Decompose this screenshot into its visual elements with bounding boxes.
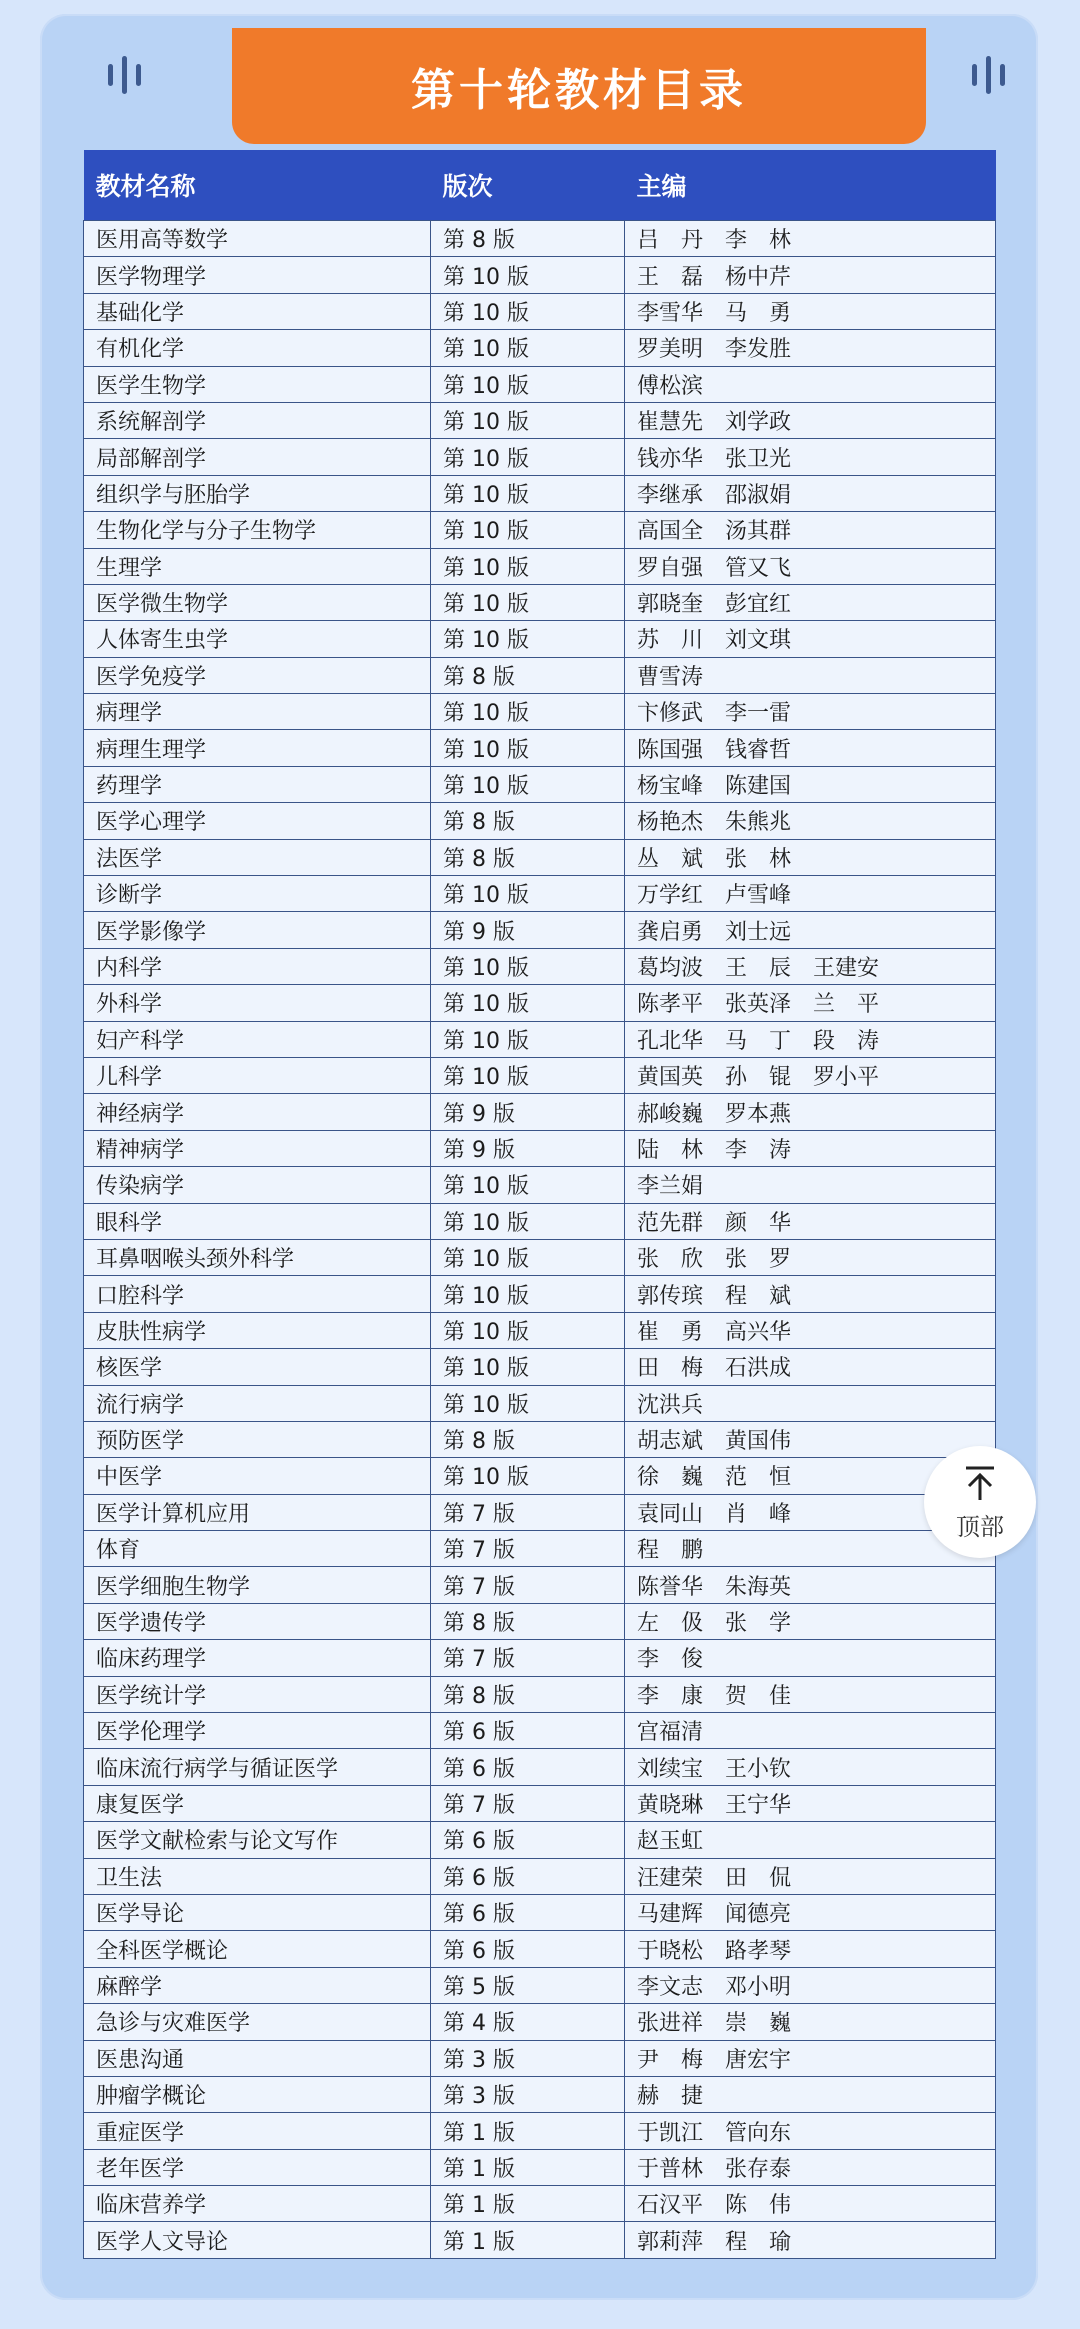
cell-chief-editor: 苏 川 刘文琪 [625, 621, 996, 657]
table-row [84, 1239, 996, 1275]
table-row [84, 1822, 996, 1858]
cell-edition: 第 7 版 [431, 1640, 625, 1676]
cell-chief-editor: 李 俊 [625, 1640, 996, 1676]
cell-edition: 第 7 版 [431, 1567, 625, 1603]
cell-edition: 第 10 版 [431, 985, 625, 1021]
cell-edition: 第 1 版 [431, 2186, 625, 2222]
cell-edition: 第 10 版 [431, 1349, 625, 1385]
table-row [84, 439, 996, 475]
cell-edition: 第 10 版 [431, 475, 625, 511]
cell-textbook-name: 有机化学 [84, 330, 431, 366]
cell-textbook-name: 中医学 [84, 1458, 431, 1494]
table-header-row [84, 150, 996, 221]
cell-textbook-name: 妇产科学 [84, 1021, 431, 1057]
table-row [84, 1531, 996, 1567]
table-row [84, 1349, 996, 1385]
cell-chief-editor: 万学红 卢雪峰 [625, 876, 996, 912]
cell-edition: 第 8 版 [431, 839, 625, 875]
cell-chief-editor: 崔 勇 高兴华 [625, 1312, 996, 1348]
cell-edition: 第 10 版 [431, 293, 625, 329]
cell-textbook-name: 病理生理学 [84, 730, 431, 766]
cell-chief-editor: 李雪华 马 勇 [625, 293, 996, 329]
cell-chief-editor: 程 鹏 [625, 1531, 996, 1567]
cell-textbook-name: 卫生法 [84, 1858, 431, 1894]
cell-edition: 第 9 版 [431, 1130, 625, 1166]
cell-chief-editor: 郭莉萍 程 瑜 [625, 2222, 996, 2258]
cell-edition: 第 10 版 [431, 1276, 625, 1312]
table-row [84, 257, 996, 293]
table-row [84, 475, 996, 511]
table-row [84, 1276, 996, 1312]
table-row [84, 876, 996, 912]
cell-chief-editor: 黄晓琳 王宁华 [625, 1785, 996, 1821]
cell-edition: 第 10 版 [431, 257, 625, 293]
cell-edition: 第 10 版 [431, 1239, 625, 1275]
table-row [84, 1094, 996, 1130]
cell-textbook-name: 医学统计学 [84, 1676, 431, 1712]
cell-chief-editor: 尹 梅 唐宏宇 [625, 2040, 996, 2076]
table-row [84, 1967, 996, 2003]
column-header-edition: 版次 [431, 150, 625, 221]
cell-textbook-name: 局部解剖学 [84, 439, 431, 475]
cell-textbook-name: 儿科学 [84, 1057, 431, 1093]
table-row [84, 1021, 996, 1057]
cell-textbook-name: 康复医学 [84, 1785, 431, 1821]
cell-edition: 第 8 版 [431, 657, 625, 693]
cell-chief-editor: 傅松滨 [625, 366, 996, 402]
table-row [84, 1640, 996, 1676]
cell-textbook-name: 外科学 [84, 985, 431, 1021]
cell-edition: 第 10 版 [431, 1458, 625, 1494]
cell-edition: 第 10 版 [431, 1021, 625, 1057]
cell-chief-editor: 罗美明 李发胜 [625, 330, 996, 366]
cell-chief-editor: 孔北华 马 丁 段 涛 [625, 1021, 996, 1057]
cell-edition: 第 10 版 [431, 730, 625, 766]
cell-chief-editor: 王 磊 杨中芹 [625, 257, 996, 293]
cell-edition: 第 7 版 [431, 1785, 625, 1821]
cell-textbook-name: 流行病学 [84, 1385, 431, 1421]
cell-chief-editor: 陆 林 李 涛 [625, 1130, 996, 1166]
cell-edition: 第 10 版 [431, 1057, 625, 1093]
cell-chief-editor: 汪建荣 田 侃 [625, 1858, 996, 1894]
cell-edition: 第 6 版 [431, 1894, 625, 1930]
cell-chief-editor: 赵玉虹 [625, 1822, 996, 1858]
table-row [84, 2040, 996, 2076]
cell-textbook-name: 临床药理学 [84, 1640, 431, 1676]
cell-textbook-name: 病理学 [84, 694, 431, 730]
table-row [84, 1057, 996, 1093]
cell-edition: 第 10 版 [431, 330, 625, 366]
table-row [84, 730, 996, 766]
textbook-table [83, 150, 995, 2259]
cell-textbook-name: 医学物理学 [84, 257, 431, 293]
cell-edition: 第 10 版 [431, 512, 625, 548]
cell-textbook-name: 医学伦理学 [84, 1713, 431, 1749]
cell-chief-editor: 郭晓奎 彭宜红 [625, 584, 996, 620]
table-row [84, 1713, 996, 1749]
cell-edition: 第 10 版 [431, 621, 625, 657]
cell-edition: 第 9 版 [431, 1094, 625, 1130]
cell-edition: 第 10 版 [431, 694, 625, 730]
cell-chief-editor: 李继承 邵淑娟 [625, 475, 996, 511]
cell-textbook-name: 诊断学 [84, 876, 431, 912]
cell-textbook-name: 肿瘤学概论 [84, 2076, 431, 2112]
cell-textbook-name: 口腔科学 [84, 1276, 431, 1312]
cell-textbook-name: 系统解剖学 [84, 402, 431, 438]
table-row [84, 694, 996, 730]
cell-chief-editor: 赫 捷 [625, 2076, 996, 2112]
cell-edition: 第 5 版 [431, 1967, 625, 2003]
cell-edition: 第 4 版 [431, 2004, 625, 2040]
table-row [84, 1167, 996, 1203]
cell-edition: 第 1 版 [431, 2113, 625, 2149]
cell-edition: 第 10 版 [431, 1167, 625, 1203]
table-row [84, 1312, 996, 1348]
cell-edition: 第 1 版 [431, 2222, 625, 2258]
table-row [84, 2186, 996, 2222]
cell-edition: 第 6 版 [431, 1931, 625, 1967]
cell-textbook-name: 生物化学与分子生物学 [84, 512, 431, 548]
cell-edition: 第 7 版 [431, 1494, 625, 1530]
cell-chief-editor: 左 伋 张 学 [625, 1603, 996, 1639]
cell-textbook-name: 医学文献检索与论文写作 [84, 1822, 431, 1858]
table-row [84, 330, 996, 366]
table-row [84, 657, 996, 693]
table-row [84, 293, 996, 329]
table-row [84, 1203, 996, 1239]
cell-chief-editor: 范先群 颜 华 [625, 1203, 996, 1239]
table-row [84, 1894, 996, 1930]
cell-chief-editor: 徐 巍 范 恒 [625, 1458, 996, 1494]
table-row [84, 766, 996, 802]
cell-edition: 第 10 版 [431, 766, 625, 802]
cell-edition: 第 7 版 [431, 1531, 625, 1567]
cell-textbook-name: 神经病学 [84, 1094, 431, 1130]
cell-chief-editor: 胡志斌 黄国伟 [625, 1421, 996, 1457]
table-row [84, 1567, 996, 1603]
cell-textbook-name: 临床营养学 [84, 2186, 431, 2222]
table-row [84, 1858, 996, 1894]
table-row [84, 2149, 996, 2185]
cell-chief-editor: 崔慧先 刘学政 [625, 402, 996, 438]
table-row [84, 912, 996, 948]
cell-edition: 第 6 版 [431, 1749, 625, 1785]
cell-edition: 第 10 版 [431, 402, 625, 438]
cell-chief-editor: 陈孝平 张英泽 兰 平 [625, 985, 996, 1021]
cell-textbook-name: 基础化学 [84, 293, 431, 329]
cell-textbook-name: 医用高等数学 [84, 221, 431, 257]
cell-edition: 第 8 版 [431, 1421, 625, 1457]
cell-textbook-name: 内科学 [84, 948, 431, 984]
cell-textbook-name: 医学生物学 [84, 366, 431, 402]
scroll-to-top-button[interactable] [924, 1446, 1036, 1558]
cell-chief-editor: 郝峻巍 罗本燕 [625, 1094, 996, 1130]
table-row [84, 985, 996, 1021]
cell-edition: 第 10 版 [431, 548, 625, 584]
cell-chief-editor: 袁同山 肖 峰 [625, 1494, 996, 1530]
cell-edition: 第 10 版 [431, 1385, 625, 1421]
cell-edition: 第 6 版 [431, 1822, 625, 1858]
cell-chief-editor: 吕 丹 李 林 [625, 221, 996, 257]
cell-textbook-name: 耳鼻咽喉头颈外科学 [84, 1239, 431, 1275]
cell-textbook-name: 医学微生物学 [84, 584, 431, 620]
cell-edition: 第 8 版 [431, 1676, 625, 1712]
table-row [84, 621, 996, 657]
table-row [84, 948, 996, 984]
cell-textbook-name: 老年医学 [84, 2149, 431, 2185]
cell-textbook-name: 核医学 [84, 1349, 431, 1385]
column-header-editor: 主编 [625, 150, 996, 221]
table-row [84, 366, 996, 402]
cell-textbook-name: 医学心理学 [84, 803, 431, 839]
cell-chief-editor: 葛均波 王 辰 王建安 [625, 948, 996, 984]
table-row [84, 1676, 996, 1712]
table-row [84, 512, 996, 548]
cell-textbook-name: 医学人文导论 [84, 2222, 431, 2258]
cell-textbook-name: 人体寄生虫学 [84, 621, 431, 657]
cell-chief-editor: 李兰娟 [625, 1167, 996, 1203]
cell-chief-editor: 杨宝峰 陈建国 [625, 766, 996, 802]
cell-textbook-name: 眼科学 [84, 1203, 431, 1239]
cell-chief-editor: 卞修武 李一雷 [625, 694, 996, 730]
cell-chief-editor: 马建辉 闻德亮 [625, 1894, 996, 1930]
table-row [84, 2076, 996, 2112]
table-row [84, 1603, 996, 1639]
table-row [84, 1931, 996, 1967]
cell-edition: 第 6 版 [431, 1713, 625, 1749]
cell-textbook-name: 体育 [84, 1531, 431, 1567]
table-row [84, 402, 996, 438]
cell-textbook-name: 医学细胞生物学 [84, 1567, 431, 1603]
cell-chief-editor: 于凯江 管向东 [625, 2113, 996, 2149]
cell-textbook-name: 医患沟通 [84, 2040, 431, 2076]
page-title: 第十轮教材目录 [232, 28, 926, 144]
cell-edition: 第 8 版 [431, 1603, 625, 1639]
column-header-name: 教材名称 [84, 150, 431, 221]
cell-chief-editor: 张进祥 崇 巍 [625, 2004, 996, 2040]
table-row [84, 1130, 996, 1166]
cell-edition: 第 3 版 [431, 2076, 625, 2112]
cell-textbook-name: 传染病学 [84, 1167, 431, 1203]
table-row [84, 1494, 996, 1530]
arrow-up-to-top-icon [960, 1463, 1000, 1503]
cell-textbook-name: 医学计算机应用 [84, 1494, 431, 1530]
cell-chief-editor: 刘续宝 王小钦 [625, 1749, 996, 1785]
cell-edition: 第 8 版 [431, 803, 625, 839]
cell-textbook-name: 药理学 [84, 766, 431, 802]
cell-textbook-name: 预防医学 [84, 1421, 431, 1457]
cell-chief-editor: 郭传瑸 程 斌 [625, 1276, 996, 1312]
table-row [84, 803, 996, 839]
cell-textbook-name: 医学免疫学 [84, 657, 431, 693]
cell-chief-editor: 沈洪兵 [625, 1385, 996, 1421]
cell-textbook-name: 麻醉学 [84, 1967, 431, 2003]
cell-chief-editor: 于普林 张存泰 [625, 2149, 996, 2185]
cell-edition: 第 10 版 [431, 948, 625, 984]
cell-chief-editor: 李文志 邓小明 [625, 1967, 996, 2003]
table-row [84, 1458, 996, 1494]
cell-chief-editor: 陈誉华 朱海英 [625, 1567, 996, 1603]
cell-edition: 第 10 版 [431, 439, 625, 475]
cell-chief-editor: 曹雪涛 [625, 657, 996, 693]
table-row [84, 1385, 996, 1421]
cell-chief-editor: 李 康 贺 佳 [625, 1676, 996, 1712]
table-row [84, 839, 996, 875]
cell-chief-editor: 罗自强 管又飞 [625, 548, 996, 584]
cell-edition: 第 3 版 [431, 2040, 625, 2076]
cell-edition: 第 10 版 [431, 1312, 625, 1348]
cell-chief-editor: 于晓松 路孝琴 [625, 1931, 996, 1967]
cell-chief-editor: 黄国英 孙 锟 罗小平 [625, 1057, 996, 1093]
decorative-bars-right [972, 56, 1005, 94]
cell-edition: 第 9 版 [431, 912, 625, 948]
cell-chief-editor: 宫福清 [625, 1713, 996, 1749]
table-row [84, 1749, 996, 1785]
cell-textbook-name: 临床流行病学与循证医学 [84, 1749, 431, 1785]
table-row [84, 2113, 996, 2149]
cell-edition: 第 8 版 [431, 221, 625, 257]
table-row [84, 2004, 996, 2040]
cell-edition: 第 1 版 [431, 2149, 625, 2185]
cell-textbook-name: 生理学 [84, 548, 431, 584]
cell-textbook-name: 皮肤性病学 [84, 1312, 431, 1348]
cell-textbook-name: 重症医学 [84, 2113, 431, 2149]
cell-chief-editor: 杨艳杰 朱熊兆 [625, 803, 996, 839]
cell-textbook-name: 医学导论 [84, 1894, 431, 1930]
cell-chief-editor: 丛 斌 张 林 [625, 839, 996, 875]
cell-textbook-name: 医学遗传学 [84, 1603, 431, 1639]
table-row [84, 1785, 996, 1821]
cell-edition: 第 6 版 [431, 1858, 625, 1894]
scroll-to-top-label: 顶部 [956, 1512, 1004, 1541]
table-row [84, 1421, 996, 1457]
cell-chief-editor: 石汉平 陈 伟 [625, 2186, 996, 2222]
cell-chief-editor: 龚启勇 刘士远 [625, 912, 996, 948]
cell-textbook-name: 医学影像学 [84, 912, 431, 948]
table-row [84, 584, 996, 620]
cell-textbook-name: 法医学 [84, 839, 431, 875]
cell-textbook-name: 全科医学概论 [84, 1931, 431, 1967]
cell-textbook-name: 精神病学 [84, 1130, 431, 1166]
decorative-bars-left [108, 56, 141, 94]
cell-textbook-name: 组织学与胚胎学 [84, 475, 431, 511]
cell-edition: 第 10 版 [431, 366, 625, 402]
table-row [84, 221, 996, 257]
table-row [84, 2222, 996, 2258]
cell-edition: 第 10 版 [431, 1203, 625, 1239]
cell-edition: 第 10 版 [431, 584, 625, 620]
cell-chief-editor: 田 梅 石洪成 [625, 1349, 996, 1385]
cell-textbook-name: 急诊与灾难医学 [84, 2004, 431, 2040]
cell-chief-editor: 高国全 汤其群 [625, 512, 996, 548]
table-row [84, 548, 996, 584]
cell-chief-editor: 钱亦华 张卫光 [625, 439, 996, 475]
cell-chief-editor: 张 欣 张 罗 [625, 1239, 996, 1275]
cell-edition: 第 10 版 [431, 876, 625, 912]
cell-chief-editor: 陈国强 钱睿哲 [625, 730, 996, 766]
